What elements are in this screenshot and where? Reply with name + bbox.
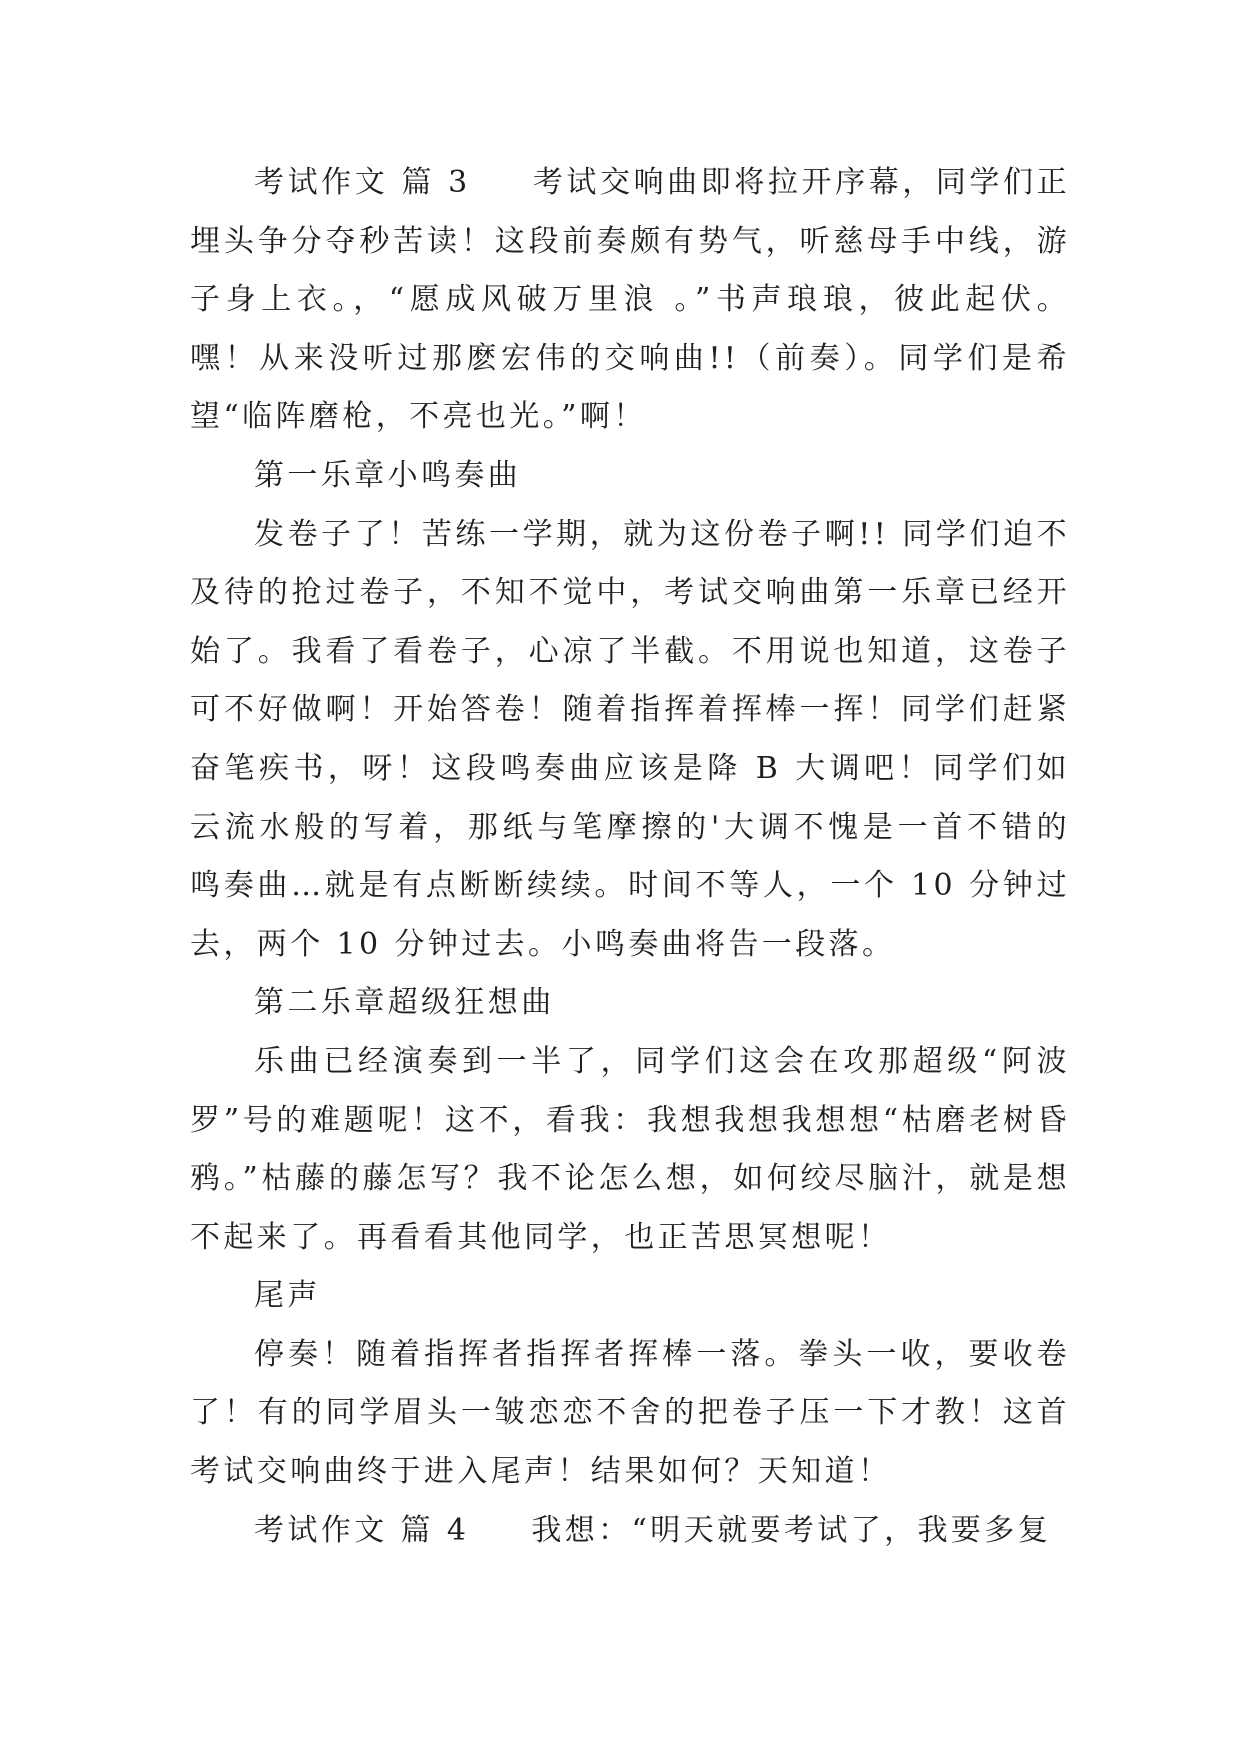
section-heading: 第一乐章小鸣奏曲: [254, 457, 522, 493]
essay-intro-paragraph: [190, 154, 1070, 447]
body-paragraph: 乐曲已经演奏到一半了，同学们这会在攻那超级“阿波罗”号的难题呢！这不，看我：我想我想我想想“枯磨老树昏鸦。”枯藤的藤怎写？我不论怎么想，如何绞尽脑汁，就是想不起来了。再看看其他同学，也正苦思冥想呢！: [190, 1043, 1070, 1255]
essay-intro-paragraph: [190, 1502, 1070, 1561]
body-paragraph: 发卷子了！苦练一学期，就为这份卷子啊!! 同学们迫不及待的抢过卷子，不知不觉中，考试交响曲第一乐章已经开始了。我看了看卷子，心凉了半截。不用说也知道，这卷子可不好做啊！开始答卷！随着指挥着挥棒一挥！同学们赶紧奋笔疾书，呀！这段鸣奏曲应该是降 B 大调吧！同学们如云流水般的写着，那纸与笔摩擦的'大调不愧是一首不错的鸣奏曲…就是有点断断续续。时间不等人，一个 10 分钟过去，两个 10 分钟过去。小鸣奏曲将告一段落。: [190, 516, 1070, 962]
essay-title: 考试作文 篇 4: [254, 1512, 470, 1548]
document-page: [190, 154, 1070, 1560]
essay-title: 考试作文 篇 3: [254, 165, 471, 200]
intro-text: 我想：“明天就要考试了，我要多复: [531, 1512, 1052, 1548]
section-heading: 尾声: [254, 1278, 321, 1314]
intro-text: 考试交响曲即将拉开序幕，同学们正埋头争分夺秒苦读！这段前奏颇有势气，听慈母手中线，游子身上衣。，“愿成风破万里浪 。”书声琅琅，彼此起伏。嘿！从来没听过那麽宏伟的交响曲!!（前奏）。同学们是希望“临阵磨枪，不亮也光。”啊！: [190, 165, 1071, 435]
section-heading: 第二乐章超级狂想曲: [254, 985, 555, 1021]
body-paragraph: 停奏！随着指挥者指挥者挥棒一落。拳头一收，要收卷了！有的同学眉头一皱恋恋不舍的把卷子压一下才教！这首考试交响曲终于进入尾声！结果如何？天知道！: [190, 1336, 1070, 1490]
